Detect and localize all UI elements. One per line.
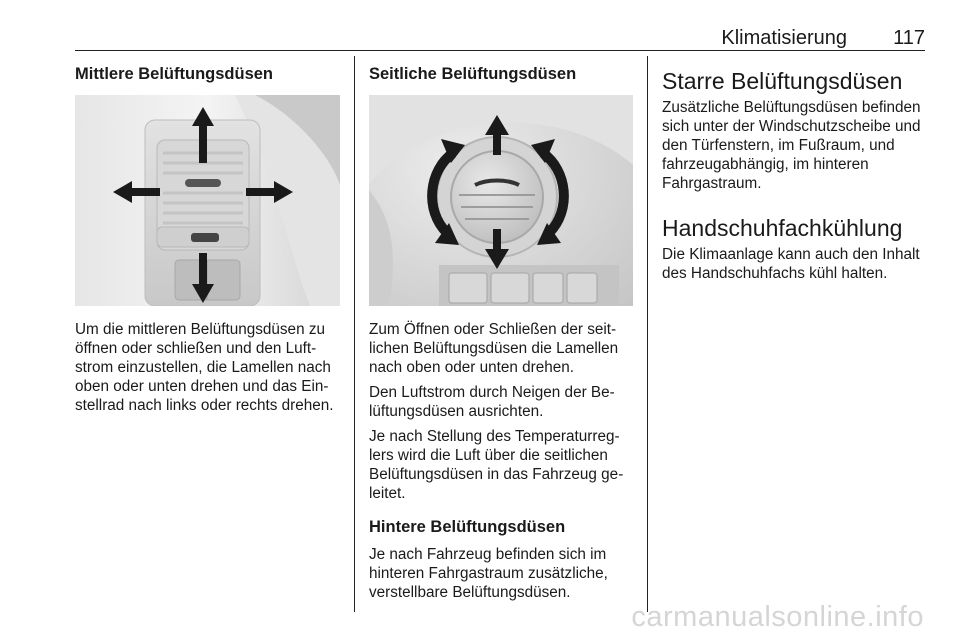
section-heading: Mittlere Belüftungsdüsen — [75, 65, 274, 83]
center-vent-description — [75, 320, 340, 415]
section-heading: Handschuhfachkühlung — [662, 215, 903, 241]
column-fixed-vents — [662, 66, 928, 283]
column-divider — [354, 56, 355, 612]
body-text: Die Klimaanlage kann auch den Inhalt des Handschuhfachs kühl halten. — [662, 246, 920, 282]
page-header — [75, 22, 925, 51]
body-text: Zum Öffnen oder Schließen der seitlichen Belüftungsdüsen die Lamellen nach oben oder unten drehen. — [369, 321, 619, 376]
body-text: Je nach Stellung des Temperaturreglers wird die Luft über die seitlichen Belüftungsdüsen in das Fahrzeug geleitet. — [369, 428, 624, 502]
section-heading: Starre Belüftungsdüsen — [662, 68, 903, 94]
page-number: 117 — [893, 27, 925, 49]
center-vent-illustration — [75, 95, 340, 306]
section-heading: Seitliche Belüftungsdüsen — [369, 65, 577, 83]
body-text: Zusätzliche Belüftungsdüsen befinden sich unter der Windschutzscheibe und den Türfenstern, im Fußraum, und fahrzeugabhängig, im hinteren Fahrgastraum. — [662, 99, 921, 192]
side-vent-illustration — [369, 95, 633, 306]
column-center-vents — [75, 62, 340, 86]
column-divider — [647, 56, 648, 612]
column-side-vents — [369, 62, 633, 86]
body-text: Um die mittleren Belüftungsdüsen zu öffnen oder schließen und den Luftstrom einzustellen, die Lamellen nach oben oder unten drehen und das Einstellrad nach links oder rechts drehen. — [75, 321, 334, 414]
side-vent-description — [369, 320, 633, 602]
section-heading: Hintere Belüftungsdüsen — [369, 518, 566, 536]
body-text: Den Luftstrom durch Neigen der Belüftungsdüsen ausrichten. — [369, 384, 615, 420]
watermark: carmanualsonline.info — [631, 601, 924, 633]
body-text: Je nach Fahrzeug befinden sich im hinteren Fahrgastraum zusätzliche, verstellbare Belüftungsdüsen. — [369, 546, 608, 601]
chapter-title: Klimatisierung — [721, 27, 847, 49]
